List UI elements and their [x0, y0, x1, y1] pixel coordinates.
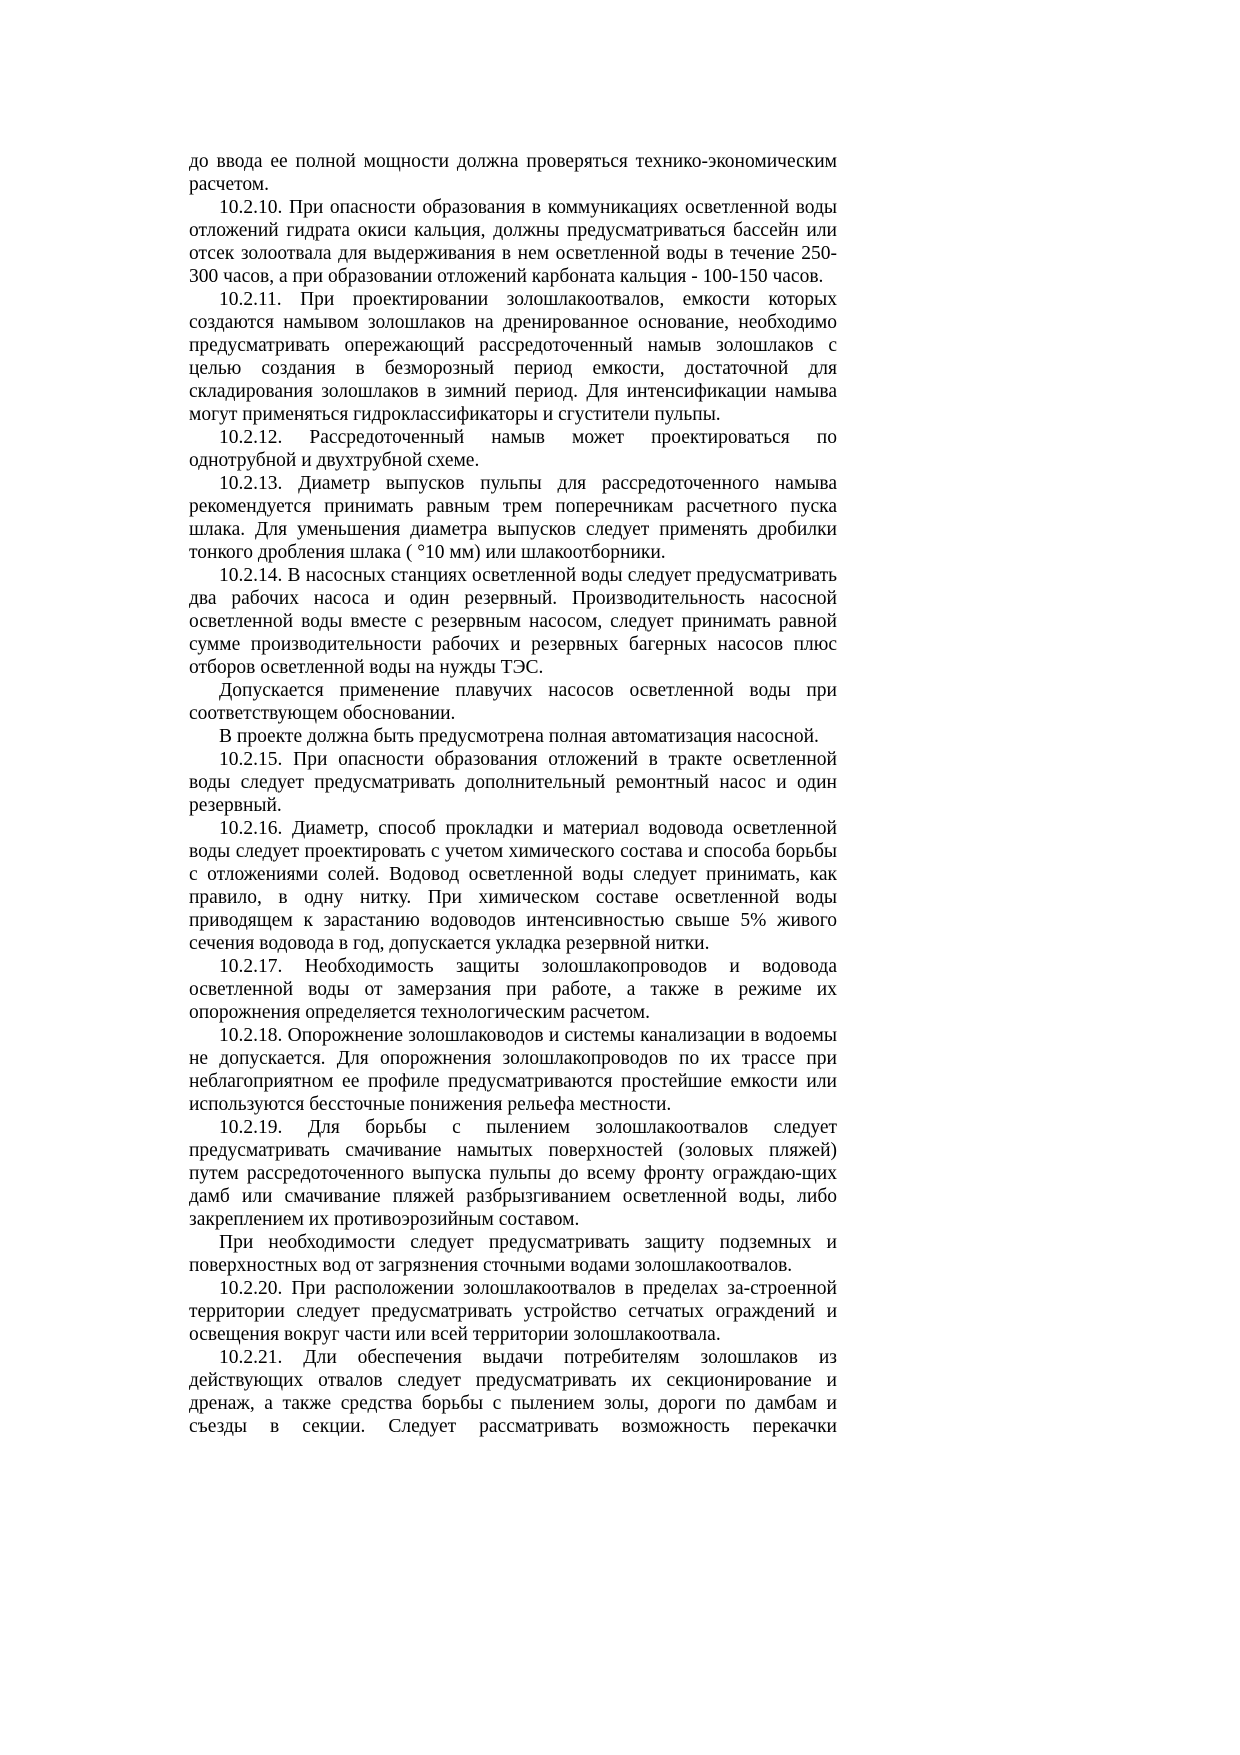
paragraph-10-2-16: 10.2.16. Диаметр, способ прокладки и материал водовода осветленной воды следует проектировать с учетом химического состава и способа борьбы с отложениями солей. Водовод осветленной воды следует принимать, как правило, в одну нитку. При химическом составе осветленной воды приводящем к зарастанию водоводов интенсивностью свыше 5% живого сечения водовода в год, допускается укладка резервной нитки.: [189, 818, 837, 954]
paragraph-10-2-11: 10.2.11. При проектировании золошлакоотвалов, емкости которых создаются намывом золошлаков на дренированное основание, необходимо предусматривать опережающий рассредоточенный намыв золошлаков с целью создания в безморозный период емкости, достаточной для складирования золошлаков в зимний период. Для интенсификации намыва могут применяться гидроклассификаторы и сгустители пульпы.: [189, 289, 837, 425]
paragraph-10-2-14: 10.2.14. В насосных станциях осветленной воды следует предусматривать два рабочих насоса и один резервный. Производительность насосной осветленной воды вместе с резервным насосом, следует принимать равной сумме производительности рабочих и резервных багерных насосов плюс отборов осветленной воды на нужды ТЭС.: [189, 565, 837, 678]
paragraph-10-2-18: 10.2.18. Опорожнение золошлаководов и системы канализации в водоемы не допускается. Для опорожнения золошлакопроводов по их трассе при неблагоприятном ее профиле предусматриваются простейшие емкости или используются бессточные понижения рельефа местности.: [189, 1025, 837, 1115]
paragraph-10-2-19: 10.2.19. Для борьбы с пылением золошлакоотвалов следует предусматривать смачивание намытых поверхностей (золовых пляжей) путем рассредоточенного выпуска пульпы до всему фронту ограждаю-щих дамб или смачивание пляжей разбрызгиванием осветленной воды, либо закреплением их противоэрозийным составом.: [189, 1117, 837, 1230]
paragraph-10-2-12: 10.2.12. Рассредоточенный намыв может проектироваться по однотрубной и двухтрубной схеме.: [189, 427, 837, 471]
paragraph-10-2-17: 10.2.17. Необходимость защиты золошлакопроводов и водовода осветленной воды от замерзания при работе, а также в режиме их опорожнения определяется технологическим расчетом.: [189, 956, 837, 1023]
paragraph-water-protection: При необходимости следует предусматривать защиту подземных и поверхностных вод от загрязнения сточными водами золошлакоотвалов.: [189, 1232, 837, 1276]
paragraph-10-2-15: 10.2.15. При опасности образования отложений в тракте осветленной воды следует предусматривать дополнительный ремонтный насос и один резервный.: [189, 749, 837, 816]
document-page: [189, 150, 837, 1438]
paragraph-10-2-10: 10.2.10. При опасности образования в коммуникациях осветленной воды отложений гидрата окиси кальция, должны предусматриваться бассейн или отсек золоотвала для выдерживания в нем осветленной воды в течение 250-300 часов, а при образовании отложений карбоната кальция - 100-150 часов.: [189, 197, 837, 287]
paragraph-10-2-20: 10.2.20. При расположении золошлакоотвалов в пределах за-строенной территории следует предусматривать устройство сетчатых ограждений и освещения вокруг части или всей территории золошлакоотвала.: [189, 1278, 837, 1345]
paragraph-automation: В проекте должна быть предусмотрена полная автоматизация насосной.: [219, 726, 819, 747]
paragraph-10-2-21: 10.2.21. Дли обеспечения выдачи потребителям золошлаков из действующих отвалов следует предусматривать их секционирование и дренаж, а также средства борьбы с пылением золы, дороги по дамбам и съезды в секции. Следует рассматривать возможность перекачки: [189, 1347, 837, 1437]
paragraph-10-2-13: 10.2.13. Диаметр выпусков пульпы для рассредоточенного намыва рекомендуется принимать равным трем поперечникам расчетного пуска шлака. Для уменьшения диаметра выпусков следует применять дробилки тонкого дробления шлака ( °10 мм) или шлакоотборники.: [189, 473, 837, 563]
paragraph-continuation: до ввода ее полной мощности должна проверяться технико-экономическим расчетом.: [189, 151, 837, 195]
paragraph-floating-pumps: Допускается применение плавучих насосов осветленной воды при соответствующем обосновании.: [189, 680, 837, 724]
